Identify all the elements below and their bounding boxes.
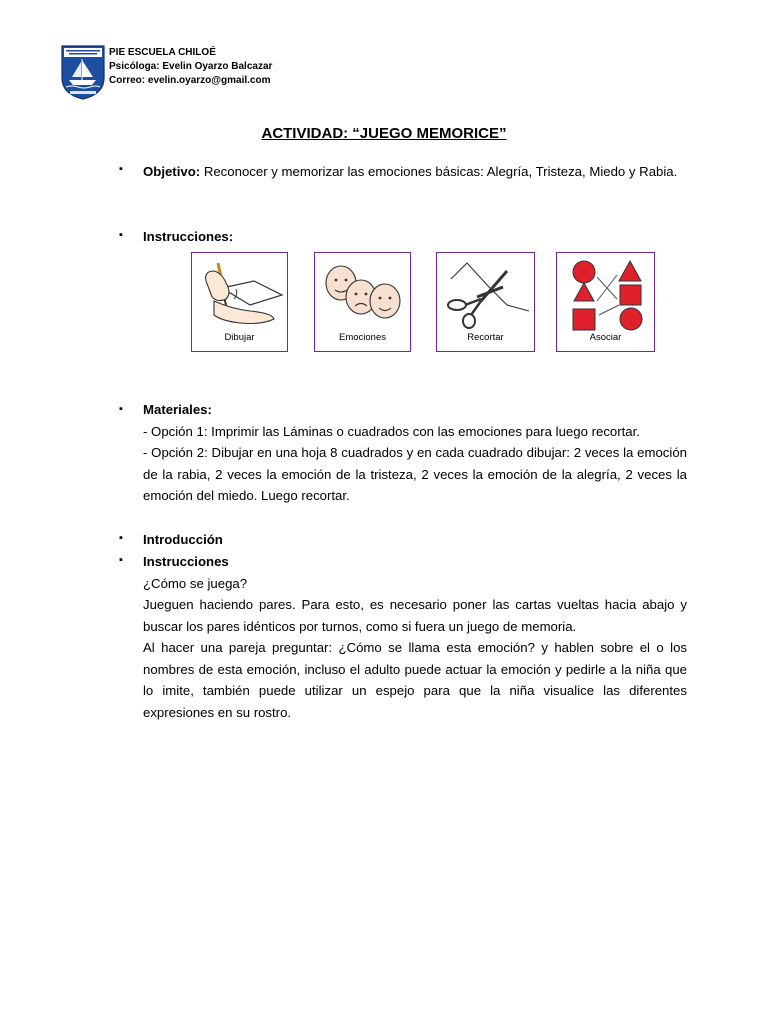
objective-text: Reconocer y memorizar las emociones básicas: Alegría, Tristeza, Miedo y Rabia. — [200, 164, 678, 179]
document-title: ACTIVIDAD: “JUEGO MEMORICE” — [261, 125, 507, 142]
psychologist-name: Psicóloga: Evelin Oyarzo Balcazar — [109, 61, 273, 72]
pictogram-card-dibujar — [191, 252, 288, 352]
objective-paragraph — [143, 161, 687, 183]
faces-emotions-icon — [315, 253, 412, 333]
pictogram-card-recortar — [436, 252, 535, 352]
scissors-cutting-icon — [437, 253, 536, 333]
materials-section — [143, 399, 687, 507]
contact-email: Correo: evelin.oyarzo@gmail.com — [109, 75, 271, 86]
instructions-paragraph-2: Al hacer una pareja preguntar: ¿Cómo se llama esta emoción? y hablen sobre el o los nombres de esta emoción, incluso el adulto puede actuar la emoción y pedirle a la niña que lo imite, también puede utilizar un espejo para que la niña visualice las diferentes expresiones en su rostro. — [143, 640, 687, 720]
how-to-play-question: ¿Cómo se juega? — [143, 575, 248, 591]
materials-option-1: - Opción 1: Imprimir las Láminas o cuadrados con las emociones para luego recortar. — [143, 423, 640, 439]
bullet-icon — [119, 165, 127, 173]
instructions-heading-2: Instrucciones — [143, 554, 229, 569]
header-info — [109, 46, 272, 88]
bullet-icon — [119, 534, 127, 542]
introduction-heading: Introducción — [143, 532, 223, 547]
pictogram-card-emociones — [314, 252, 411, 352]
pictogram-label: Dibujar — [224, 332, 255, 343]
materials-heading: Materiales: — [143, 402, 212, 417]
bullet-icon — [119, 556, 127, 564]
instructions-heading: Instrucciones: — [143, 229, 234, 244]
bullet-icon — [119, 405, 127, 413]
pictogram-card-asociar — [556, 252, 655, 352]
pictogram-label: Recortar — [467, 332, 504, 343]
objective-label: Objetivo: — [143, 164, 201, 179]
pictogram-label: Emociones — [339, 332, 386, 343]
shapes-matching-icon — [557, 253, 656, 333]
instructions-paragraph-1: Jueguen haciendo pares. Para esto, es necesario poner las cartas vueltas hacia abajo y buscar los pares idénticos por turnos, como si fuera un juego de memoria. — [143, 597, 687, 634]
drawing-hand-icon — [192, 253, 289, 333]
school-logo — [60, 44, 106, 100]
pictogram-label: Asociar — [589, 332, 622, 343]
bullet-icon — [119, 231, 127, 239]
materials-option-2: - Opción 2: Dibujar en una hoja 8 cuadrados y en cada cuadrado dibujar: 2 veces la emoción de la rabia, 2 veces la emoción de la tristeza, 2 veces la emoción de la alegría, 2 veces la emoción del miedo. Luego recortar. — [143, 445, 687, 503]
instructions-section — [143, 551, 687, 723]
school-name: PIE ESCUELA CHILOÉ — [109, 47, 216, 58]
